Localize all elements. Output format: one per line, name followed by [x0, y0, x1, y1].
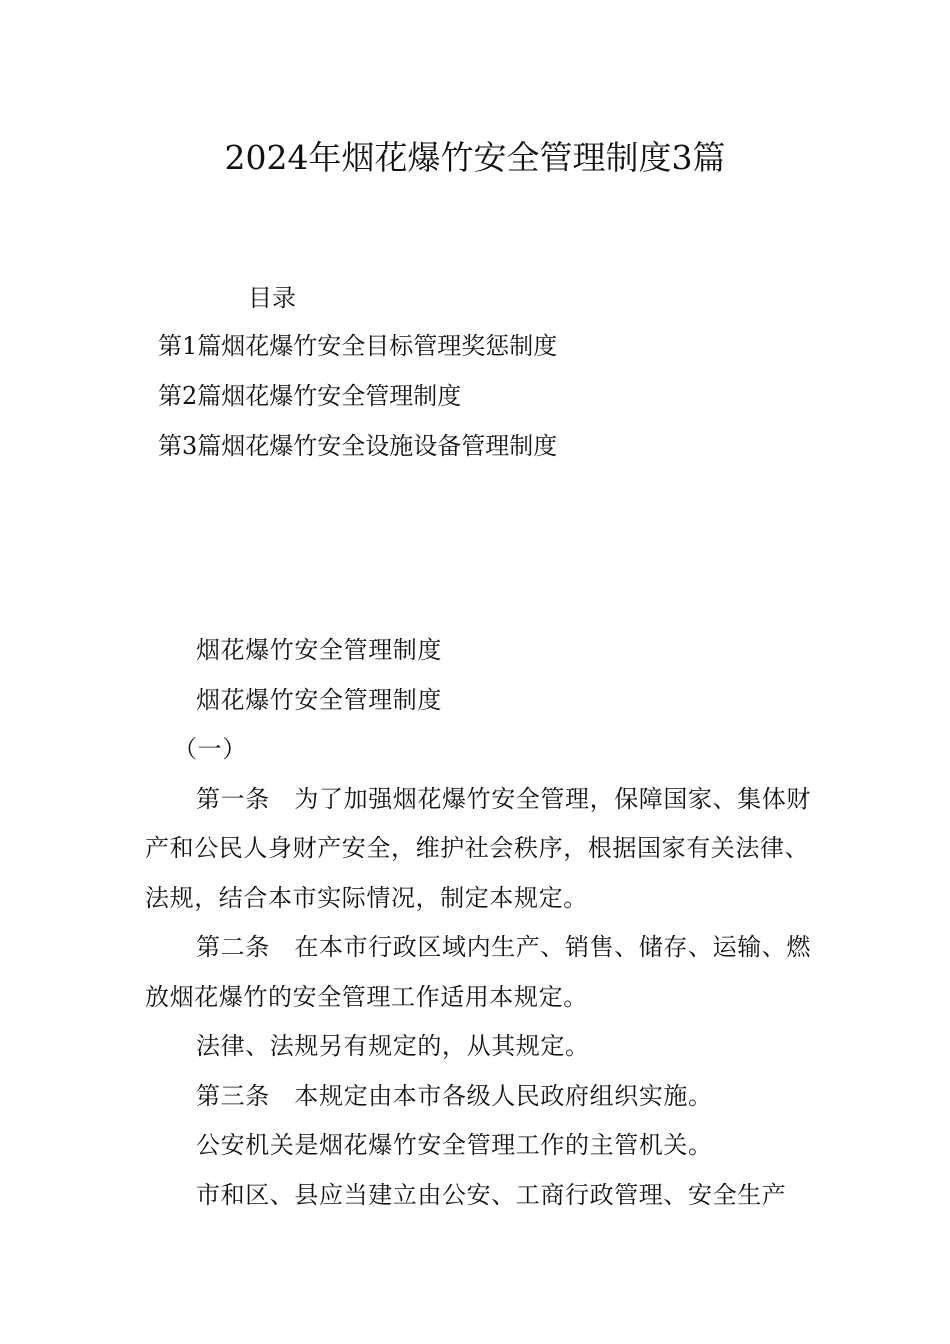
- table-of-contents: [158, 328, 557, 478]
- article-1: 第一条 为了加强烟花爆竹安全管理，保障国家、集体财产和公民人身财产安全，维护社会秩序，根据国家有关法律、法规，结合本市实际情况，制定本规定。: [145, 784, 811, 912]
- section-title: 烟花爆竹安全管理制度: [196, 636, 442, 664]
- part-label: （一）: [173, 735, 247, 763]
- article-2: 第二条 在本市行政区域内生产、销售、储存、运输、燃放烟花爆竹的安全管理工作适用本规定。: [145, 933, 811, 1011]
- article-2-note: 法律、法规另有规定的，从其规定。: [196, 1032, 590, 1060]
- document-body: [145, 626, 825, 1220]
- article-3: 第三条 本规定由本市各级人民政府组织实施。: [196, 1081, 713, 1110]
- toc-item-3[interactable]: 第3篇烟花爆竹安全设施设备管理制度: [158, 432, 558, 460]
- document-title: 2024年烟花爆竹安全管理制度3篇: [224, 138, 726, 177]
- article-3-para-3: 市和区、县应当建立由公安、工商行政管理、安全生产: [196, 1180, 787, 1209]
- section-subtitle: 烟花爆竹安全管理制度: [196, 685, 442, 714]
- toc-heading: 目录: [248, 284, 296, 312]
- toc-item-1[interactable]: 第1篇烟花爆竹安全目标管理奖惩制度: [158, 332, 558, 360]
- article-3-para-2: 公安机关是烟花爆竹安全管理工作的主管机关。: [196, 1131, 713, 1159]
- toc-item-2[interactable]: 第2篇烟花爆竹安全管理制度: [158, 382, 462, 410]
